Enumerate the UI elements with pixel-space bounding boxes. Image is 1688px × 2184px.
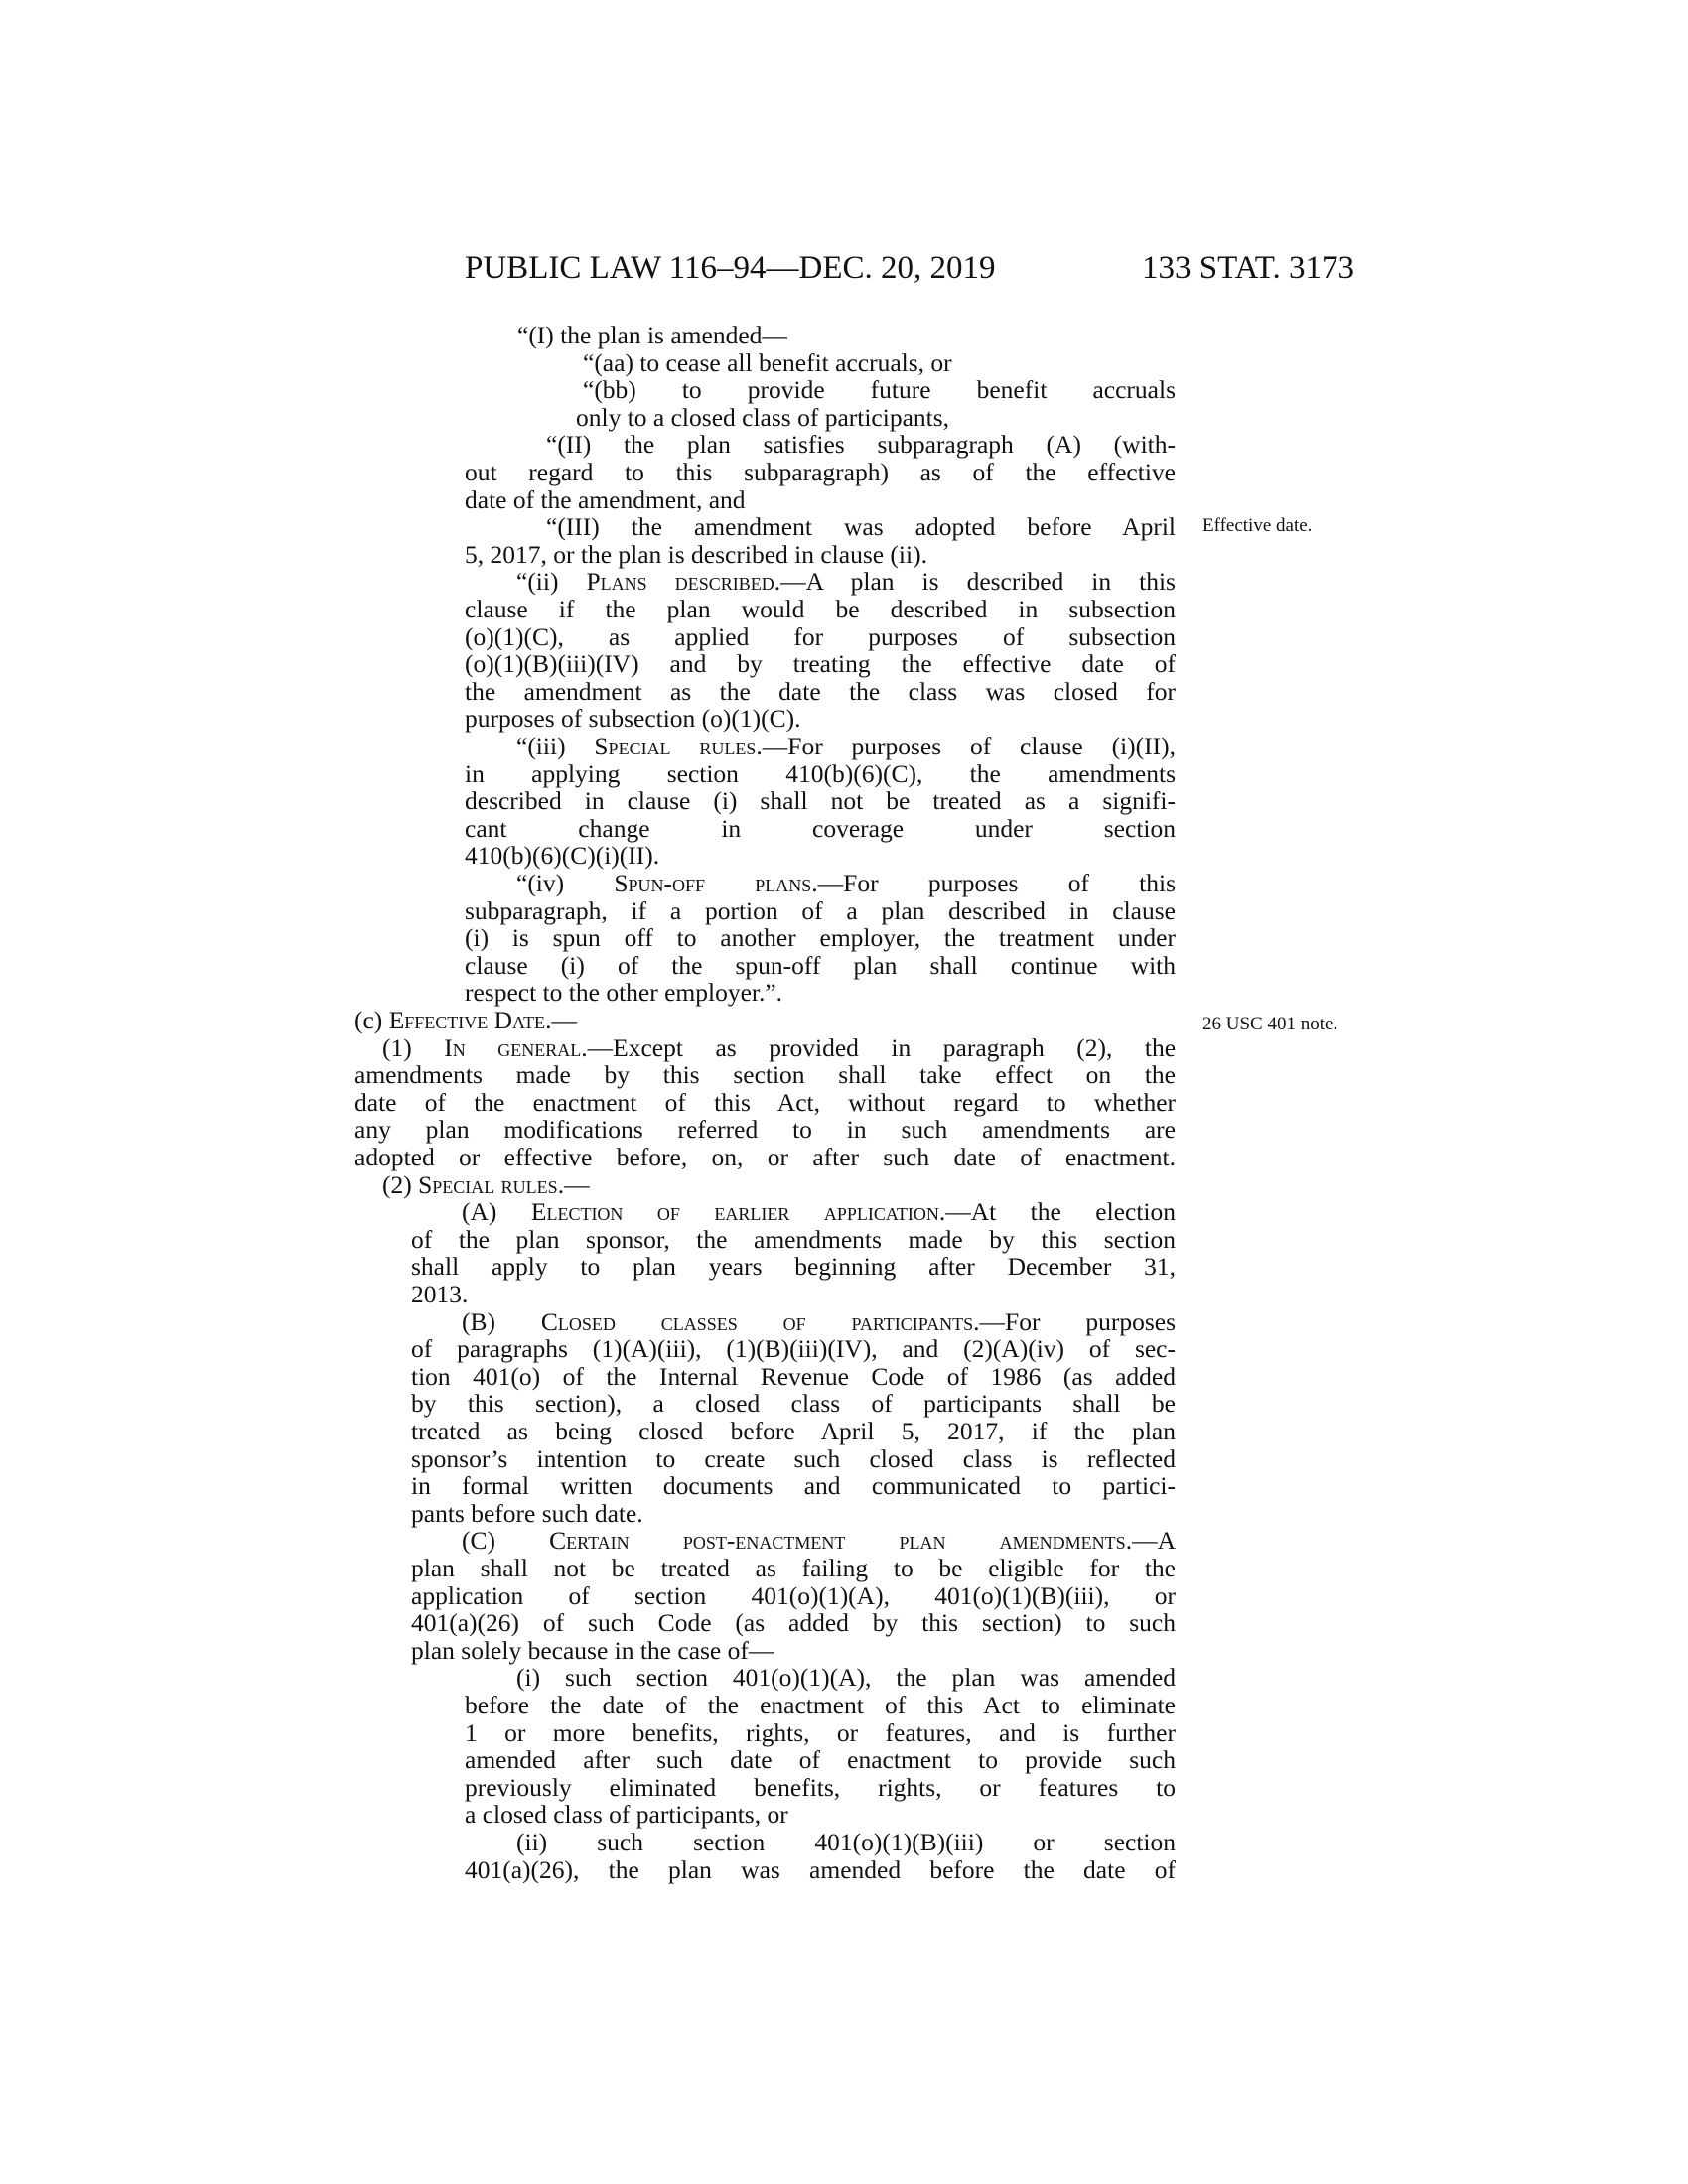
text-line: cant change in coverage under section — [465, 813, 1176, 843]
text-line: purposes of subsection (o)(1)(C). — [465, 704, 801, 734]
small-caps-heading: Plans described — [586, 567, 774, 597]
line-prefix: (C) — [462, 1526, 550, 1556]
text-line: plan solely because in the case of— — [411, 1635, 774, 1665]
text-line: “(I) the plan is amended— — [517, 321, 787, 349]
margin-note-usc: 26 USC 401 note. — [1202, 1014, 1338, 1034]
line-prefix: (A) — [462, 1197, 531, 1227]
text-line: any plan modifications referred to in such amendments are — [354, 1115, 1176, 1145]
text-line: date of the enactment of this Act, without regard to whether — [354, 1087, 1176, 1117]
text-line: (o)(1)(C), as applied for purposes of subsection — [465, 621, 1176, 651]
text-line: before the date of the enactment of this Act to eliminate — [465, 1691, 1176, 1719]
small-caps-heading: Effective Date — [388, 1006, 546, 1034]
line-prefix: (c) — [354, 1006, 389, 1034]
text-line — [382, 1034, 1176, 1062]
text-line: described in clause (i) shall not be treated as a signifi- — [465, 786, 1176, 816]
text-line: in applying section 410(b)(6)(C), the amendments — [465, 758, 1176, 788]
running-head-title: PUBLIC LAW 116–94—DEC. 20, 2019 — [465, 250, 996, 286]
line-suffix: .— — [545, 1006, 577, 1034]
text-line: date of the amendment, and — [465, 484, 746, 514]
line-prefix: “(iv) — [516, 869, 615, 897]
small-caps-heading: Special rules — [594, 732, 757, 760]
text-line: by this section), a closed class of participants shall be — [411, 1389, 1176, 1419]
text-line: 401(a)(26) of such Code (as added by this section) to such — [411, 1608, 1176, 1638]
text-line: of paragraphs (1)(A)(iii), (1)(B)(iii)(IV), and (2)(A)(iv) of sec- — [411, 1334, 1176, 1364]
text-line: “(III) the amendment was adopted before April — [546, 512, 1176, 542]
text-line: 401(a)(26), the plan was amended before the date of — [465, 1854, 1176, 1884]
text-line: only to a closed class of participants, — [576, 402, 950, 432]
line-prefix: “(ii) — [516, 567, 587, 597]
text-line: out regard to this subparagraph) as of the effective — [465, 458, 1176, 486]
text-line — [462, 1527, 1176, 1555]
text-line: 5, 2017, or the plan is described in clause (ii). — [465, 539, 927, 569]
line-suffix: .—A plan is described in this — [774, 567, 1176, 597]
line-prefix: (1) — [382, 1032, 445, 1062]
margin-note-effective-date: Effective date. — [1202, 515, 1313, 536]
line-suffix: .—For purposes of clause (i)(II), — [756, 732, 1176, 760]
text-line: previously eliminated benefits, rights, or features to — [465, 1772, 1176, 1802]
text-line — [516, 568, 1176, 596]
small-caps-heading: In general — [444, 1032, 582, 1062]
text-line: (i) is spun off to another employer, the treatment under — [465, 923, 1176, 953]
text-line: (ii) such section 401(o)(1)(B)(iii) or section — [516, 1828, 1176, 1856]
line-suffix: .—For purposes of this — [811, 869, 1176, 897]
small-caps-heading: Election of earlier application — [530, 1197, 939, 1227]
line-suffix: .—At the election — [938, 1197, 1176, 1227]
text-line: a closed class of participants, or — [465, 1800, 788, 1830]
page-number-stat: 133 STAT. 3173 — [1142, 250, 1355, 286]
line-prefix: (2) — [382, 1169, 419, 1199]
text-line: subparagraph, if a portion of a plan described in clause — [465, 895, 1176, 925]
line-suffix: .—For purposes — [973, 1306, 1176, 1336]
line-suffix: .—A — [1125, 1526, 1176, 1556]
text-line: sponsor’s intention to create such closed class is reflected — [411, 1443, 1176, 1473]
text-line: treated as being closed before April 5, 2017, if the plan — [411, 1417, 1176, 1445]
text-line: “(II) the plan satisfies subparagraph (A) (with- — [546, 430, 1176, 460]
text-line: amended after such date of enactment to provide such — [465, 1745, 1176, 1775]
text-line: 1 or more benefits, rights, or features, and is further — [465, 1717, 1176, 1747]
text-line: tion 401(o) of the Internal Revenue Code of 1986 (as added — [411, 1361, 1176, 1391]
line-suffix: .— — [557, 1169, 590, 1199]
text-line: adopted or effective before, on, or after such date of enactment. — [354, 1143, 1176, 1171]
text-line: the amendment as the date the class was closed for — [465, 676, 1176, 706]
text-line: “(aa) to cease all benefit accruals, or — [583, 347, 952, 377]
text-line — [516, 733, 1176, 760]
small-caps-heading: Certain post-enactment plan amendments — [549, 1526, 1126, 1556]
text-line: “(bb) to provide future benefit accruals — [583, 375, 1176, 405]
text-line: clause if the plan would be described in subsection — [465, 595, 1176, 623]
text-line: (o)(1)(B)(iii)(IV) and by treating the effective date of — [465, 649, 1176, 679]
text-line: shall apply to plan years beginning after December 31, — [411, 1252, 1176, 1282]
text-line — [354, 1007, 1176, 1034]
small-caps-heading: Spun-off plans — [614, 869, 812, 897]
text-line: in formal written documents and communicated to partici- — [411, 1471, 1176, 1501]
text-line: respect to the other employer.”. — [465, 978, 783, 1008]
text-line: 2013. — [411, 1280, 469, 1308]
text-line — [516, 870, 1176, 897]
line-prefix: “(iii) — [516, 732, 595, 760]
small-caps-heading: Closed classes of participants — [540, 1306, 974, 1336]
line-prefix: (B) — [462, 1306, 541, 1336]
text-line: pants before such date. — [411, 1498, 643, 1528]
small-caps-heading: Special rules — [418, 1169, 558, 1199]
text-line: (i) such section 401(o)(1)(A), the plan was amended — [516, 1663, 1176, 1693]
text-line — [382, 1171, 1176, 1199]
text-line — [462, 1308, 1176, 1336]
text-line: 410(b)(6)(C)(i)(II). — [465, 841, 660, 871]
line-suffix: .—Except as provided in paragraph (2), the — [581, 1032, 1177, 1062]
text-line: clause (i) of the spun-off plan shall continue with — [465, 950, 1176, 980]
text-line: application of section 401(o)(1)(A), 401(o)(1)(B)(iii), or — [411, 1580, 1176, 1610]
text-line: of the plan sponsor, the amendments made by this section — [411, 1224, 1176, 1254]
text-line — [462, 1198, 1176, 1226]
text-line: plan shall not be treated as failing to be eligible for the — [411, 1554, 1176, 1582]
text-line: amendments made by this section shall take effect on the — [354, 1060, 1176, 1090]
